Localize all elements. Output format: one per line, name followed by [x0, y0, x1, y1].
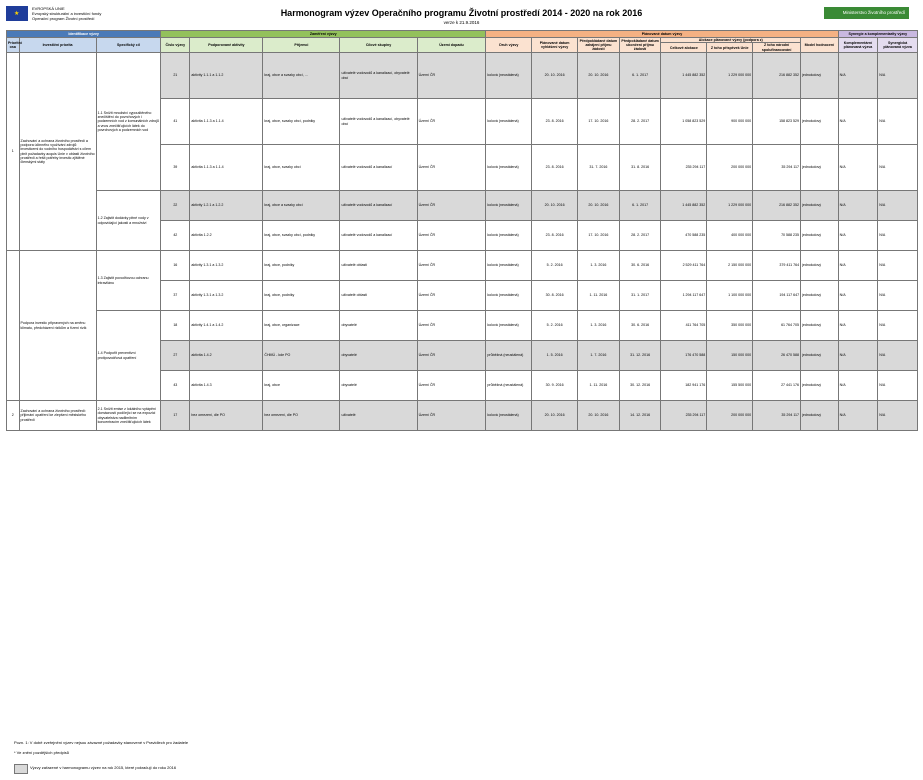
col-open-date: Předpokládané datum zahájení příjmu žádostí: [578, 38, 620, 53]
cell-no: 37: [161, 281, 190, 311]
cell-area: Území ČR: [417, 341, 486, 371]
cell-comp: N/A: [838, 311, 878, 341]
cell-type: průběžná (neustálená): [486, 371, 532, 401]
investment-priority-cell: Zachování a ochrana životního prostředí a podpora účinného využívání zdrojů: investicemi do vodního hospodářství s cílem plnit požadavky acquis Unie v oblasti životního prostředí a řešit potřeby investic zjištěné členskými státy: [19, 53, 96, 251]
cell-close: 28. 2. 2017: [619, 221, 661, 251]
cell-area: Území ČR: [417, 145, 486, 191]
cell-model: jednokolový: [801, 145, 839, 191]
cell-tg: uživatelé vodovodů a kanalizací: [340, 145, 417, 191]
cell-tot: 1 058 823 529: [661, 99, 707, 145]
cell-no: 41: [161, 99, 190, 145]
cell-open: 1. 11. 2016: [578, 281, 620, 311]
cell-tg: uživatelé oblasti: [340, 281, 417, 311]
cell-act: aktivity 1.3.1 a 1.3.2: [190, 281, 263, 311]
cell-close: 31. 12. 2016: [619, 341, 661, 371]
col-synergy: Synergická plánovaná výzva: [878, 38, 918, 53]
cell-open: 20. 10. 2016: [578, 191, 620, 221]
cell-type: kolová (neustálená): [486, 99, 532, 145]
specific-goal-cell: 1.3 Zajistit povodňovou ochranu intravilánu: [96, 251, 161, 311]
cell-no: 43: [161, 371, 190, 401]
cell-model: jednokolový: [801, 341, 839, 371]
group-header-planned-dates: Plánované datum výzvy: [486, 31, 838, 38]
cell-model: jednokolový: [801, 371, 839, 401]
cell-type: kolová (neustálená): [486, 145, 532, 191]
cell-rec: kraj, obce, podniky: [263, 251, 340, 281]
cell-comp: N/A: [838, 401, 878, 431]
cell-nat: 216 882 352: [753, 191, 801, 221]
cell-tot: 1 445 882 352: [661, 191, 707, 221]
cell-act: aktivita 1.1.3 a 1.1.4: [190, 145, 263, 191]
cell-rec: kraj, obce, svazky obcí: [263, 145, 340, 191]
cell-open: 1. 11. 2016: [578, 371, 620, 401]
group-header-call-details: Zaměření výzvy: [161, 31, 486, 38]
cell-eu: 200 000 000: [707, 401, 753, 431]
table-row: [7, 401, 918, 431]
cell-tot: 2 529 411 764: [661, 251, 707, 281]
col-recipients: Příjemci: [263, 38, 340, 53]
cell-model: jednokolový: [801, 191, 839, 221]
investment-priority-cell: Zachování a ochrana životního prostředí: přijímání opatření ke zlepšení městského prostředí: [19, 401, 96, 431]
cell-tg: obyvatelé: [340, 311, 417, 341]
cell-ann: 20. 10. 2016: [532, 401, 578, 431]
cell-nat: 194 117 647: [753, 281, 801, 311]
cell-act: aktivity 1.4.1 a 1.4.2: [190, 311, 263, 341]
cell-open: 20. 10. 2016: [578, 401, 620, 431]
cell-model: jednokolový: [801, 53, 839, 99]
cell-tg: obyvatelé: [340, 371, 417, 401]
cell-syn: N/A: [878, 145, 918, 191]
cell-comp: N/A: [838, 53, 878, 99]
cell-type: kolová (neustálená): [486, 221, 532, 251]
document-subtitle: verze k 21.9.2016: [443, 20, 480, 25]
cell-act: aktivita 1.1.3 a 1.1.4: [190, 99, 263, 145]
cell-comp: N/A: [838, 251, 878, 281]
cell-comp: N/A: [838, 281, 878, 311]
col-allocation-total: Celkově alokace: [661, 43, 707, 53]
cell-close: 30. 12. 2016: [619, 371, 661, 401]
cell-close: 6. 1. 2017: [619, 53, 661, 99]
cell-open: 20. 10. 2016: [578, 53, 620, 99]
cell-syn: N/A: [878, 341, 918, 371]
cell-area: Území ČR: [417, 401, 486, 431]
cell-no: 42: [161, 221, 190, 251]
footnote-2: * Ve znění pozdějších předpisů: [14, 750, 69, 755]
table-row: [7, 251, 918, 281]
schedule-body: [7, 53, 918, 431]
cell-tg: uživatelé oblasti: [340, 251, 417, 281]
specific-goal-cell: 2.1 Snížit emise z lokálního vytápění domácností podílející se na expozici obyvatelstva nadlimitním koncentracím znečišťujících látek: [96, 401, 161, 431]
cell-close: 30. 6. 2016: [619, 251, 661, 281]
cell-eu: 400 000 000: [707, 221, 753, 251]
cell-tg: uživatelé: [340, 401, 417, 431]
col-model: Model hodnocení: [801, 38, 839, 53]
cell-eu: 900 000 000: [707, 99, 753, 145]
col-announcement: Plánované datum vyhlášení výzvy: [532, 38, 578, 53]
cell-close: 31. 1. 2017: [619, 281, 661, 311]
col-allocation-national: Z toho národní spolufinancování: [753, 43, 801, 53]
cell-type: kolová (neustálená): [486, 191, 532, 221]
cell-open: 1. 3. 2016: [578, 251, 620, 281]
cell-nat: 35 294 117: [753, 401, 801, 431]
col-call-number: Číslo výzvy: [161, 38, 190, 53]
cell-comp: N/A: [838, 191, 878, 221]
cell-model: jednokolový: [801, 281, 839, 311]
cell-tot: 1 294 117 647: [661, 281, 707, 311]
cell-syn: N/A: [878, 401, 918, 431]
cell-ann: 20. 10. 2016: [532, 191, 578, 221]
cell-syn: N/A: [878, 99, 918, 145]
cell-tg: obyvatelé: [340, 341, 417, 371]
cell-no: 22: [161, 191, 190, 221]
col-activities: Podporované aktivity: [190, 38, 263, 53]
cell-tot: 411 764 705: [661, 311, 707, 341]
cell-area: Území ČR: [417, 281, 486, 311]
col-area: Území dopadu: [417, 38, 486, 53]
cell-eu: 200 000 000: [707, 145, 753, 191]
cell-act: aktivita 1.4.2: [190, 341, 263, 371]
cell-no: 21: [161, 53, 190, 99]
priority-axis-cell: 2: [7, 401, 20, 431]
cell-rec: kraj, obce: [263, 371, 340, 401]
cell-nat: 70 588 235: [753, 221, 801, 251]
cell-rec: kraj, obce, svazky obcí, podniky: [263, 221, 340, 251]
cell-tot: 235 294 117: [661, 145, 707, 191]
col-allocation: Alokace plánované výzvy (podpora z): [661, 38, 801, 43]
cell-tot: 1 445 882 352: [661, 53, 707, 99]
cell-no: 18: [161, 311, 190, 341]
cell-ann: 23. 8. 2016: [532, 221, 578, 251]
cell-nat: 379 411 764: [753, 251, 801, 281]
cell-model: jednokolový: [801, 221, 839, 251]
cell-eu: 1 100 000 000: [707, 281, 753, 311]
cell-tot: 470 588 235: [661, 221, 707, 251]
cell-open: 17. 10. 2016: [578, 99, 620, 145]
cell-ann: 23. 8. 2016: [532, 99, 578, 145]
eu-stars-icon: ★: [14, 11, 20, 17]
col-specific-goal: Specifický cíl: [96, 38, 161, 53]
cell-tg: uživatelé vodovodů a kanalizací, obyvatelé obcí: [340, 99, 417, 145]
cell-rec: kraj, obce, organizace: [263, 311, 340, 341]
specific-goal-cell: 1.1 Snížit množství vypouštěného znečištění do povrchových i podzemních vod z komunálních zdrojů a vnos znečišťujících látek do povrchových a podzemních vod: [96, 53, 161, 191]
cell-open: 17. 10. 2016: [578, 221, 620, 251]
cell-close: 28. 2. 2017: [619, 99, 661, 145]
cell-ann: 5. 2. 2016: [532, 311, 578, 341]
cell-close: 14. 12. 2016: [619, 401, 661, 431]
cell-act: aktivita 1.4.3: [190, 371, 263, 401]
table-row: [7, 311, 918, 341]
cell-comp: N/A: [838, 99, 878, 145]
cell-eu: 150 000 000: [707, 341, 753, 371]
cell-eu: 1 229 000 000: [707, 53, 753, 99]
cell-rec: kraj, obce a svazky obcí, ...: [263, 53, 340, 99]
col-target-groups: Cílové skupiny: [340, 38, 417, 53]
col-call-type: Druh výzvy: [486, 38, 532, 53]
cell-tg: uživatelé vodovodů a kanalizací: [340, 191, 417, 221]
cell-nat: 158 823 529: [753, 99, 801, 145]
cell-no: 16: [161, 251, 190, 281]
cell-nat: 27 441 176: [753, 371, 801, 401]
cell-comp: N/A: [838, 221, 878, 251]
cell-model: jednokolový: [801, 99, 839, 145]
schedule-table: [6, 30, 918, 431]
cell-syn: N/A: [878, 311, 918, 341]
cell-rec: ČHMÚ - kde PO: [263, 341, 340, 371]
cell-tg: uživatelé vodovodů a kanalizací: [340, 221, 417, 251]
specific-goal-cell: 1.2 Zajistit dodávky pitné vody v odpovídající jakosti a množství: [96, 191, 161, 251]
legend-swatch: [14, 764, 28, 774]
cell-syn: N/A: [878, 191, 918, 221]
cell-syn: N/A: [878, 371, 918, 401]
cell-nat: 216 882 352: [753, 53, 801, 99]
cell-act: aktivita 1.2.2: [190, 221, 263, 251]
cell-area: Území ČR: [417, 221, 486, 251]
cell-no: 39: [161, 145, 190, 191]
cell-open: 31. 7. 2016: [578, 145, 620, 191]
cell-ann: 30. 8. 2016: [532, 281, 578, 311]
cell-eu: 2 150 000 000: [707, 251, 753, 281]
cell-syn: N/A: [878, 251, 918, 281]
eu-logo-line: Evropský strukturální a investiční fondy: [32, 11, 102, 16]
priority-axis-cell: [7, 251, 20, 401]
cell-comp: N/A: [838, 341, 878, 371]
cell-ann: 23. 8. 2016: [532, 145, 578, 191]
cell-type: kolová (neustálená): [486, 401, 532, 431]
eu-logo-line: EVROPSKÁ UNIE: [32, 6, 65, 11]
cell-model: jednokolový: [801, 311, 839, 341]
table-row: [7, 53, 918, 99]
cell-act: bez omezení, dle PO: [190, 401, 263, 431]
cell-tot: 176 470 588: [661, 341, 707, 371]
cell-area: Území ČR: [417, 53, 486, 99]
cell-rec: kraj, obce, svazky obcí, podniky: [263, 99, 340, 145]
legend-text: Výzvy zařazené v harmonogramu výzev na rok 2015, které pokračují do roku 2016: [30, 765, 177, 770]
cell-no: 17: [161, 401, 190, 431]
cell-area: Území ČR: [417, 99, 486, 145]
col-investment-priority: Investiční priorita: [19, 38, 96, 53]
cell-type: kolová (neustálená): [486, 311, 532, 341]
cell-rec: kraj, obce, podniky: [263, 281, 340, 311]
cell-rec: bez omezení, dle PO: [263, 401, 340, 431]
eu-logo-line: Operační program Životní prostředí: [32, 16, 95, 21]
footnote-1: Pozn. 1: V době zveřejnění výzev nejsou závazné požadavky stanovené v Pravidlech pro žadatele: [14, 740, 189, 745]
cell-close: 6. 1. 2017: [619, 191, 661, 221]
ministry-logo: Ministerstvo životního prostředí: [824, 7, 909, 19]
cell-area: Území ČR: [417, 191, 486, 221]
cell-tot: 235 294 117: [661, 401, 707, 431]
cell-act: aktivity 1.3.1 a 1.3.2: [190, 251, 263, 281]
cell-model: jednokolový: [801, 401, 839, 431]
cell-act: aktivity 1.1.1 a 1.1.2: [190, 53, 263, 99]
table-row: [7, 191, 918, 221]
cell-eu: 155 500 000: [707, 371, 753, 401]
col-complementarity: Komplementární plánovaná výzva: [838, 38, 878, 53]
specific-goal-cell: 1.4 Podpořit preventivní protipovodňová opatření: [96, 311, 161, 401]
cell-comp: N/A: [838, 371, 878, 401]
col-priority-axis: Prioritní osa: [7, 38, 20, 53]
cell-ann: 5. 2. 2016: [532, 251, 578, 281]
cell-ann: 20. 10. 2016: [532, 53, 578, 99]
cell-act: aktivity 1.2.1 a 1.2.2: [190, 191, 263, 221]
cell-type: kolová (neustálená): [486, 281, 532, 311]
group-header-synergy: Synergie a komplementarity výzvy: [838, 31, 917, 38]
cell-tg: uživatelé vodovodů a kanalizací, obyvatelé obcí: [340, 53, 417, 99]
cell-syn: N/A: [878, 221, 918, 251]
cell-no: 27: [161, 341, 190, 371]
col-allocation-eu: Z toho příspěvek Unie: [707, 43, 753, 53]
investment-priority-cell: Podpora investic připravených na změnu klimatu, předcházení rizikům a řízení rizik: [19, 251, 96, 401]
cell-area: Území ČR: [417, 371, 486, 401]
document-title: Harmonogram výzev Operačního programu Životní prostředí 2014 - 2020 na rok 2016: [280, 8, 643, 18]
group-header-identification: Identifikace výzvy: [7, 31, 161, 38]
cell-eu: 1 229 000 000: [707, 191, 753, 221]
cell-open: 1. 7. 2016: [578, 341, 620, 371]
cell-close: 30. 6. 2016: [619, 311, 661, 341]
cell-tot: 182 941 176: [661, 371, 707, 401]
cell-ann: 1. 5. 2016: [532, 341, 578, 371]
cell-syn: N/A: [878, 53, 918, 99]
cell-model: jednokolový: [801, 251, 839, 281]
cell-close: 31. 8. 2016: [619, 145, 661, 191]
cell-nat: 35 294 117: [753, 145, 801, 191]
cell-open: 1. 3. 2016: [578, 311, 620, 341]
cell-rec: kraj, obce a svazky obcí: [263, 191, 340, 221]
cell-ann: 30. 9. 2016: [532, 371, 578, 401]
cell-type: kolová (neustálená): [486, 53, 532, 99]
cell-nat: 61 764 705: [753, 311, 801, 341]
cell-type: kolová (neustálená): [486, 251, 532, 281]
cell-type: průběžná (neustálená): [486, 341, 532, 371]
cell-comp: N/A: [838, 145, 878, 191]
cell-eu: 350 000 000: [707, 311, 753, 341]
cell-area: Území ČR: [417, 311, 486, 341]
cell-nat: 26 470 588: [753, 341, 801, 371]
cell-area: Území ČR: [417, 251, 486, 281]
col-close-date: Předpokládané datum ukončení příjmu žádostí: [619, 38, 661, 53]
cell-syn: N/A: [878, 281, 918, 311]
priority-axis-cell: 1: [7, 53, 20, 251]
